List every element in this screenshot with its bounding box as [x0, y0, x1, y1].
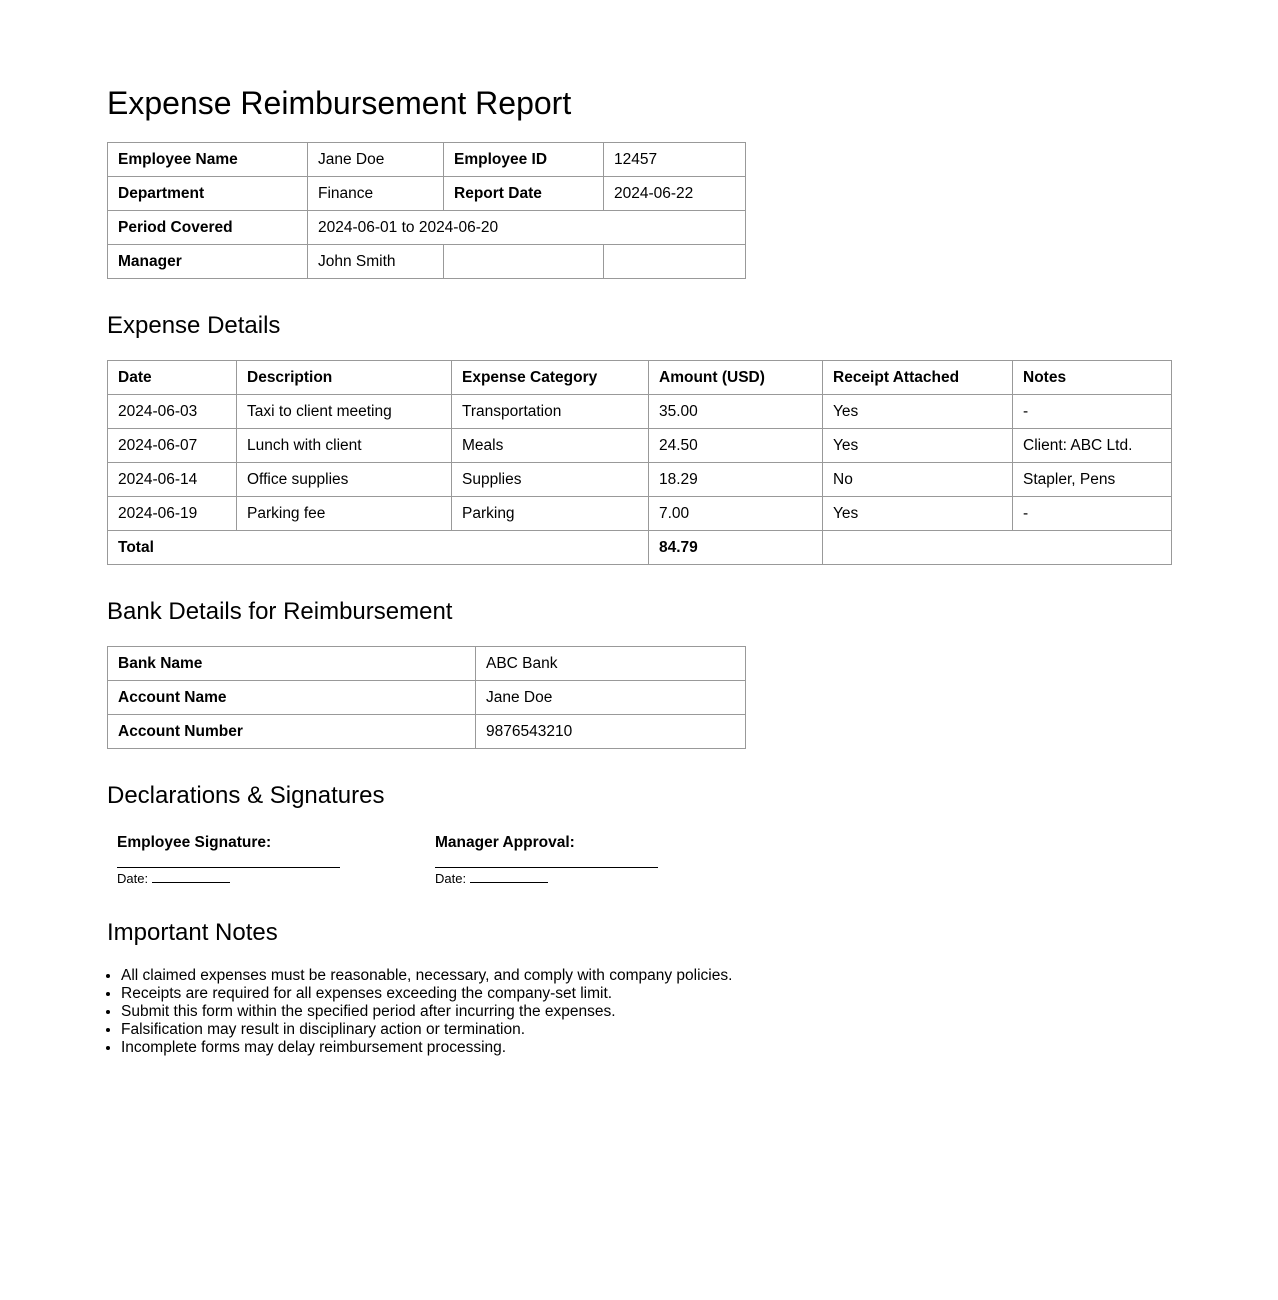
manager-date-row [435, 871, 733, 886]
cell-date: 2024-06-14 [108, 463, 237, 497]
column-header-receipt: Receipt Attached [823, 361, 1013, 395]
bank-details-table [107, 646, 746, 749]
column-header-category: Expense Category [452, 361, 649, 395]
signature-section [107, 830, 1171, 886]
employee-signature-block [107, 834, 425, 886]
list-item: • Incomplete forms may delay reimbursement processing. [121, 1039, 1171, 1057]
cell-amount: 7.00 [649, 497, 823, 531]
cell-category: Meals [452, 429, 649, 463]
empty-cell [823, 531, 1172, 565]
cell-notes: Stapler, Pens [1013, 463, 1172, 497]
expense-row [108, 429, 1172, 463]
cell-receipt: Yes [823, 429, 1013, 463]
account-number-label: Account Number [108, 715, 476, 749]
important-notes-list [107, 967, 1171, 1057]
cell-description: Parking fee [237, 497, 452, 531]
table-row [108, 245, 746, 279]
employee-date-line [152, 871, 230, 883]
period-covered-value: 2024-06-01 to 2024-06-20 [308, 211, 746, 245]
department-value: Finance [308, 177, 444, 211]
table-row [108, 143, 746, 177]
expense-header-row [108, 361, 1172, 395]
employee-id-value: 12457 [604, 143, 746, 177]
date-label: Date: [117, 871, 149, 886]
cell-category: Transportation [452, 395, 649, 429]
period-covered-label: Period Covered [108, 211, 308, 245]
column-header-description: Description [237, 361, 452, 395]
manager-date-line [470, 871, 548, 883]
manager-value: John Smith [308, 245, 444, 279]
table-row [108, 177, 746, 211]
empty-cell [444, 245, 604, 279]
table-row [108, 211, 746, 245]
total-label: Total [108, 531, 649, 565]
table-row [108, 715, 746, 749]
table-row [108, 681, 746, 715]
list-item: • Falsification may result in disciplinary action or termination. [121, 1021, 1171, 1039]
manager-approval-block [425, 834, 743, 886]
cell-date: 2024-06-07 [108, 429, 237, 463]
cell-receipt: No [823, 463, 1013, 497]
cell-category: Parking [452, 497, 649, 531]
department-label: Department [108, 177, 308, 211]
expense-row [108, 463, 1172, 497]
empty-cell [604, 245, 746, 279]
cell-notes: - [1013, 497, 1172, 531]
column-header-notes: Notes [1013, 361, 1172, 395]
list-item: • Submit this form within the specified period after incurring the expenses. [121, 1003, 1171, 1021]
cell-description: Office supplies [237, 463, 452, 497]
page-title: Expense Reimbursement Report [107, 85, 572, 121]
column-header-date: Date [108, 361, 237, 395]
manager-approval-label: Manager Approval: [435, 834, 575, 851]
employee-signature-line [117, 852, 340, 868]
employee-id-label: Employee ID [444, 143, 604, 177]
expense-details-heading: Expense Details [107, 312, 281, 339]
column-header-amount: Amount (USD) [649, 361, 823, 395]
employee-name-value: Jane Doe [308, 143, 444, 177]
employee-name-label: Employee Name [108, 143, 308, 177]
bank-name-label: Bank Name [108, 647, 476, 681]
table-row [108, 647, 746, 681]
cell-date: 2024-06-19 [108, 497, 237, 531]
signatures-heading: Declarations & Signatures [107, 782, 385, 809]
expense-row [108, 497, 1172, 531]
employee-signature-label: Employee Signature: [117, 834, 272, 851]
report-date-label: Report Date [444, 177, 604, 211]
expense-total-row [108, 531, 1172, 565]
expense-details-table [107, 360, 1172, 565]
bank-details-heading: Bank Details for Reimbursement [107, 598, 453, 625]
employee-info-table [107, 142, 746, 279]
manager-signature-line [435, 852, 658, 868]
cell-category: Supplies [452, 463, 649, 497]
bank-name-value: ABC Bank [476, 647, 746, 681]
account-name-label: Account Name [108, 681, 476, 715]
cell-amount: 18.29 [649, 463, 823, 497]
report-date-value: 2024-06-22 [604, 177, 746, 211]
cell-amount: 24.50 [649, 429, 823, 463]
date-label: Date: [435, 871, 467, 886]
cell-receipt: Yes [823, 497, 1013, 531]
expense-row [108, 395, 1172, 429]
total-amount: 84.79 [649, 531, 823, 565]
cell-notes: - [1013, 395, 1172, 429]
important-notes-heading: Important Notes [107, 919, 278, 946]
list-item: • All claimed expenses must be reasonable, necessary, and comply with company policies. [121, 967, 1171, 985]
cell-notes: Client: ABC Ltd. [1013, 429, 1172, 463]
manager-label: Manager [108, 245, 308, 279]
employee-date-row [117, 871, 415, 886]
cell-description: Taxi to client meeting [237, 395, 452, 429]
account-name-value: Jane Doe [476, 681, 746, 715]
cell-amount: 35.00 [649, 395, 823, 429]
cell-receipt: Yes [823, 395, 1013, 429]
cell-date: 2024-06-03 [108, 395, 237, 429]
list-item: • Receipts are required for all expenses exceeding the company-set limit. [121, 985, 1171, 1003]
account-number-value: 9876543210 [476, 715, 746, 749]
cell-description: Lunch with client [237, 429, 452, 463]
